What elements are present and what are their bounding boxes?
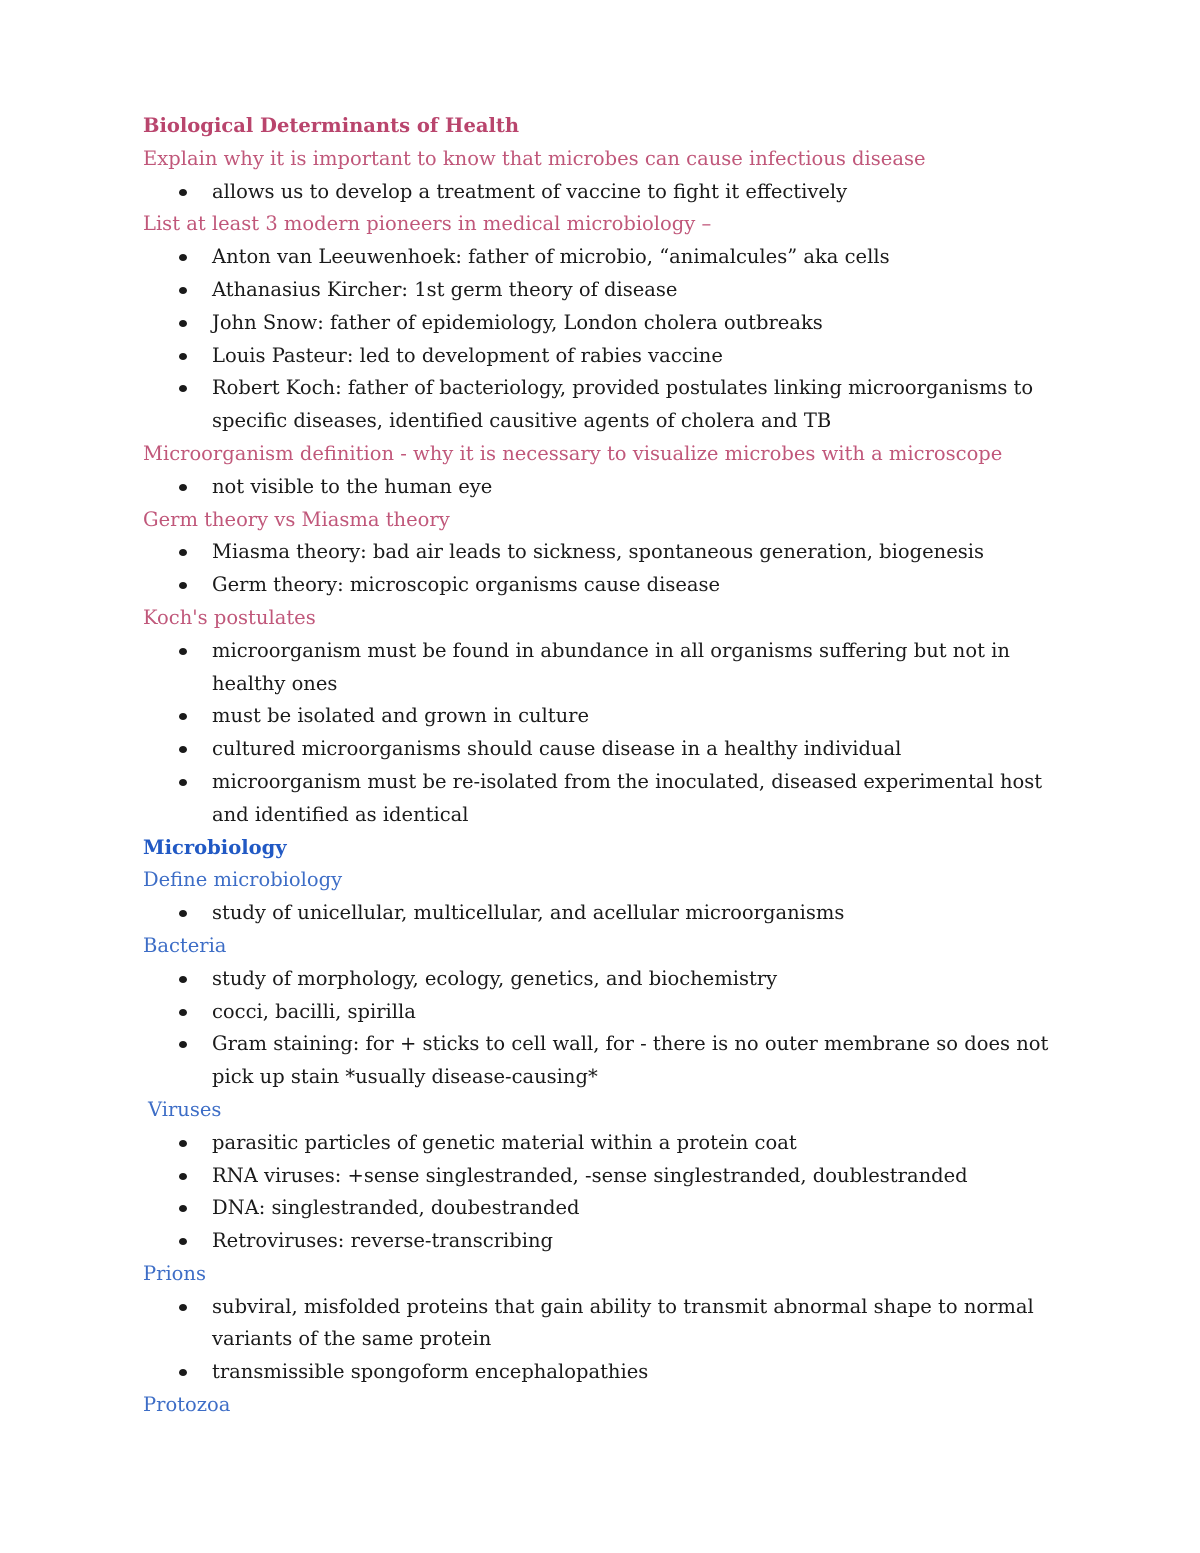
bullet-item: Louis Pasteur: led to development of rabies vaccine: [212, 340, 1083, 373]
section-heading: Koch's postulates: [143, 605, 316, 629]
bullet-item: must be isolated and grown in culture: [212, 700, 1083, 733]
bullet-list: [143, 471, 1083, 504]
section-heading: Define microbiology: [143, 868, 343, 892]
bullet-item: cocci, bacilli, spirilla: [212, 996, 1083, 1029]
bullet-item: RNA viruses: +sense singlestranded, -sense singlestranded, doublestranded: [212, 1160, 1083, 1193]
bullet-list: [143, 241, 1083, 438]
section-heading: Microbiology: [143, 835, 287, 859]
bullet-list: [143, 963, 1083, 1094]
bullet-item: Retroviruses: reverse-transcribing: [212, 1225, 1083, 1258]
bullet-item: not visible to the human eye: [212, 471, 1083, 504]
section-heading: Explain why it is important to know that microbes can cause infectious disease: [143, 146, 926, 170]
bullet-list: [143, 635, 1083, 832]
section-heading: Biological Determinants of Health: [143, 114, 520, 137]
section-heading: Viruses: [148, 1097, 222, 1121]
bullet-list: [143, 1291, 1083, 1389]
section-heading: Microorganism definition - why it is necessary to visualize microbes with a microscope: [143, 441, 1003, 465]
bullet-item: Anton van Leeuwenhoek: father of microbio, “animalcules” aka cells: [212, 241, 1083, 274]
bullet-item: Robert Koch: father of bacteriology, provided postulates linking microorganisms to specific diseases, identified causitive agents of cholera and TB: [212, 372, 1083, 438]
bullet-list: [143, 897, 1083, 930]
bullet-item: Germ theory: microscopic organisms cause disease: [212, 569, 1083, 602]
bullet-item: study of morphology, ecology, genetics, and biochemistry: [212, 963, 1083, 996]
bullet-item: allows us to develop a treatment of vaccine to fight it effectively: [212, 176, 1083, 209]
bullet-item: Miasma theory: bad air leads to sickness, spontaneous generation, biogenesis: [212, 536, 1083, 569]
bullet-item: Gram staining: for + sticks to cell wall, for - there is no outer membrane so does not pick up stain *usually disease-causing*: [212, 1028, 1083, 1094]
bullet-item: DNA: singlestranded, doubestranded: [212, 1192, 1083, 1225]
bullet-item: subviral, misfolded proteins that gain ability to transmit abnormal shape to normal variants of the same protein: [212, 1291, 1083, 1357]
section-heading: Prions: [143, 1261, 206, 1285]
bullet-item: parasitic particles of genetic material within a protein coat: [212, 1127, 1083, 1160]
section-heading: Germ theory vs Miasma theory: [143, 507, 450, 531]
bullet-item: Athanasius Kircher: 1st germ theory of disease: [212, 274, 1083, 307]
bullet-item: cultured microorganisms should cause disease in a healthy individual: [212, 733, 1083, 766]
bullet-item: transmissible spongoform encephalopathies: [212, 1356, 1083, 1389]
section-heading: List at least 3 modern pioneers in medical microbiology –: [143, 212, 712, 236]
document-body: [143, 110, 1083, 1422]
section-heading: Protozoa: [143, 1393, 231, 1417]
bullet-list: [143, 536, 1083, 602]
section-heading: Bacteria: [143, 933, 227, 957]
bullet-list: [143, 1127, 1083, 1258]
bullet-list: [143, 176, 1083, 209]
bullet-item: study of unicellular, multicellular, and acellular microorganisms: [212, 897, 1083, 930]
bullet-item: microorganism must be re-isolated from the inoculated, diseased experimental host and identified as identical: [212, 766, 1083, 832]
bullet-item: John Snow: father of epidemiology, London cholera outbreaks: [212, 307, 1083, 340]
bullet-item: microorganism must be found in abundance in all organisms suffering but not in healthy ones: [212, 635, 1083, 701]
